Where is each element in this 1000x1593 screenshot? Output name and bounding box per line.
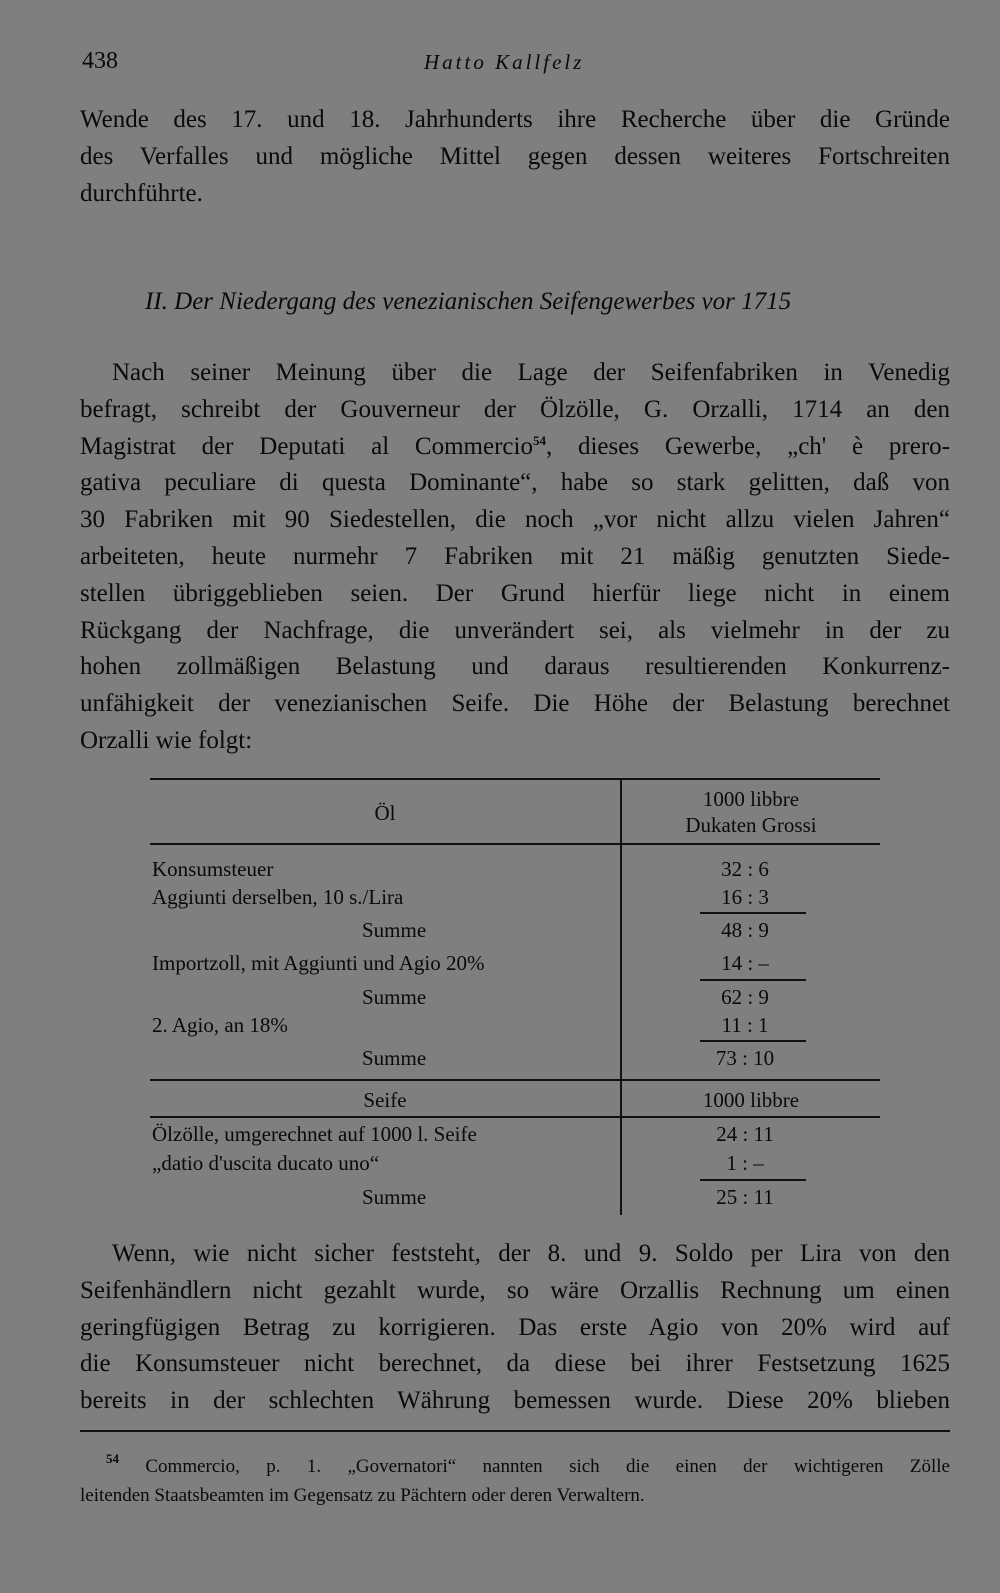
text-line: hohen zollmäßigen Belastung und daraus resultierenden Konkurrenz- <box>80 653 950 681</box>
row-value: 73 : 10 <box>715 1046 775 1070</box>
text-line: durchführte. <box>80 179 203 207</box>
row-label: Ölzölle, umgerechnet auf 1000 l. Seife <box>152 1122 477 1146</box>
text-line: gativa peculiare di questa Dominante“, habe so stark gelitten, daß von <box>80 469 950 497</box>
text-line: geringfügigen Betrag zu korrigieren. Das erste Agio von 20% wird auf <box>80 1313 950 1341</box>
footnote <box>80 1452 950 1510</box>
row-value: 14 : – <box>721 951 769 975</box>
row-value: 32 : 6 <box>721 857 769 881</box>
running-head: Hatto Kallfelz <box>424 50 585 74</box>
row-value: 48 : 9 <box>721 918 769 942</box>
footnote-line: $^{54}$ Commercio, p. 1. „Governatori“ nannten sich die einen der wichtigeren Zölle <box>106 1451 950 1477</box>
text-line: die Konsumsteuer nicht berechnet, da diese bei ihrer Festsetzung 1625 <box>80 1350 950 1378</box>
text-line: Wende des 17. und 18. Jahrhunderts ihre Recherche über die Gründe <box>80 106 950 133</box>
body-paragraph-1 <box>80 355 950 760</box>
footnote-separator <box>80 1430 950 1432</box>
page-header <box>82 48 952 80</box>
text-line: des Verfalles und mögliche Mittel gegen dessen weiteres Fortschreiten <box>80 142 950 170</box>
soap-unit-header: 1000 libbre <box>702 1088 800 1112</box>
sum-rule <box>700 1179 806 1181</box>
oil-header: Öl <box>374 801 396 825</box>
section-title: II. Der Niedergang des venezianischen Seifengewerbes vor 1715 <box>145 288 792 315</box>
row-label: 2. Agio, an 18% <box>152 1013 288 1037</box>
text-line: stellen übriggeblieben seien. Der Grund hierfür liege nicht in einem <box>80 579 950 607</box>
sum-rule <box>700 979 806 981</box>
text-line: Nach seiner Meinung über die Lage der Seifenfabriken in Venedig <box>112 359 950 386</box>
text-line: Orzalli wie folgt: <box>80 726 253 754</box>
row-value: 1 : – <box>726 1151 764 1175</box>
soap-header: Seife <box>363 1088 407 1112</box>
sum-rule <box>700 1040 806 1042</box>
footnote-reference: 54 <box>532 432 546 448</box>
text-line: unfähigkeit der venezianischen Seife. Die Höhe der Belastung berechnet <box>80 690 950 718</box>
row-label: Konsumsteuer <box>152 857 274 881</box>
text-line: befragt, schreibt der Gouverneur der Ölzölle, G. Orzalli, 1714 an den <box>80 395 950 423</box>
row-label: „datio d'uscita ducato uno“ <box>152 1151 380 1175</box>
text-line: bereits in der schlechten Währung bemessen wurde. Diese 20% blieben <box>80 1387 950 1415</box>
row-label: Summe <box>362 1185 427 1209</box>
text-line: arbeiteten, heute nurmehr 7 Fabriken mit 21 mäßig genutzten Siede- <box>80 542 950 570</box>
text-line: 30 Fabriken mit 90 Siedestellen, die noch „vor nicht allzu vielen Jahren“ <box>80 506 950 534</box>
oil-unit-header: 1000 libbre Dukaten Grossi <box>685 787 817 837</box>
row-value: 11 : 1 <box>721 1013 769 1037</box>
text-line: Magistrat der Deputati al Commercio$^{54}$, dieses Gewerbe, „ch' è prero- <box>80 432 950 460</box>
page-number: 438 <box>82 48 118 74</box>
intro-paragraph <box>80 102 950 212</box>
table-rule-top <box>150 778 880 780</box>
table-rule-header <box>150 843 880 845</box>
row-label: Summe <box>362 918 427 942</box>
footnote-number: 54 <box>106 1451 119 1466</box>
footnote-line: leitenden Staatsbeamten im Gegensatz zu Pächtern oder deren Verwaltern. <box>80 1485 645 1506</box>
row-value: 25 : 11 <box>716 1185 774 1209</box>
text-line: Rückgang der Nachfrage, die unverändert sei, als vielmehr in der zu <box>80 616 950 644</box>
text-line: Wenn, wie nicht sicher feststeht, der 8. und 9. Soldo per Lira von den <box>112 1240 950 1267</box>
row-label: Summe <box>362 985 427 1009</box>
body-paragraph-2 <box>80 1236 950 1420</box>
row-label: Aggiunti derselben, 10 s./Lira <box>152 885 404 909</box>
row-label: Summe <box>362 1046 427 1070</box>
table-rule-soap <box>150 1116 880 1118</box>
row-value: 24 : 11 <box>716 1122 774 1146</box>
text-line: Seifenhändlern nicht gezahlt wurde, so wäre Orzallis Rechnung um einen <box>80 1276 950 1304</box>
row-label: Importzoll, mit Aggiunti und Agio 20% <box>152 951 485 975</box>
row-value: 16 : 3 <box>721 885 769 909</box>
sum-rule <box>700 912 806 914</box>
row-value: 62 : 9 <box>721 985 769 1009</box>
table-rule-mid <box>150 1079 880 1081</box>
